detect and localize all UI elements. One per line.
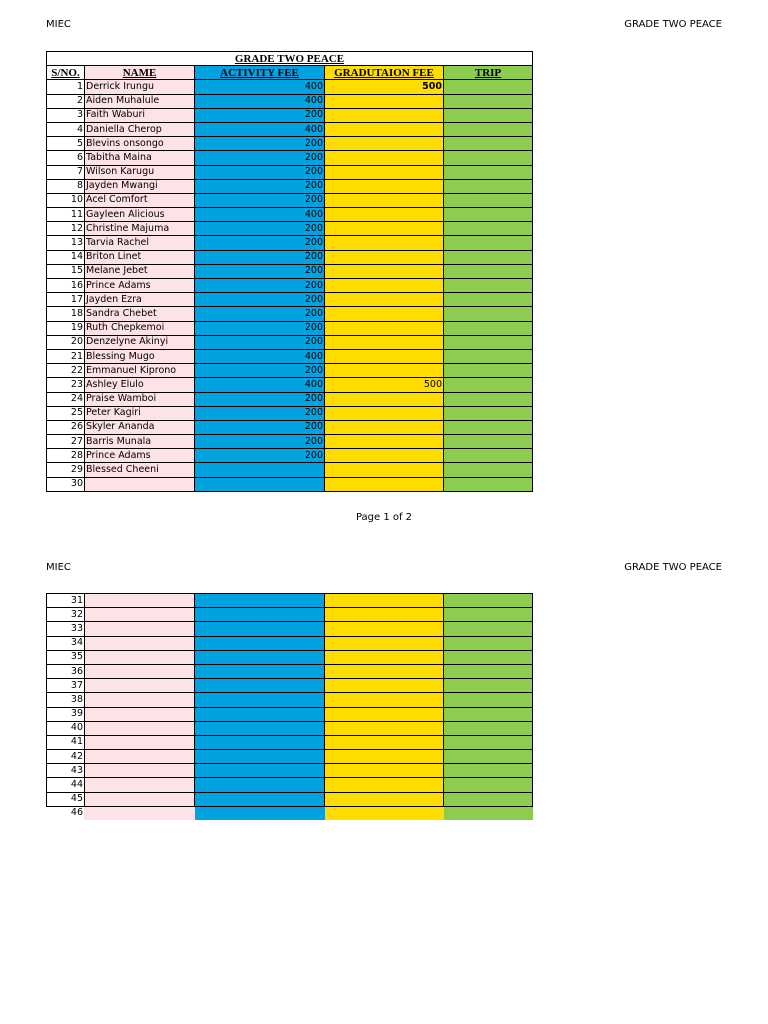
cell-activity-fee: 200 — [195, 179, 325, 193]
cell-trip — [444, 279, 533, 293]
cell-name — [85, 679, 195, 693]
cell-name — [85, 735, 195, 749]
table-row — [47, 778, 533, 792]
cell-sno: 5 — [47, 137, 85, 151]
cell-graduation-fee — [325, 293, 444, 307]
cell-sno: 35 — [47, 650, 85, 664]
fee-table-page1 — [46, 51, 533, 492]
cell-activity-fee — [195, 463, 325, 477]
table-row — [47, 806, 533, 820]
cell-name — [85, 622, 195, 636]
table-row — [47, 364, 533, 378]
cell-name: Gayleen Alicious — [85, 208, 195, 222]
header-right-page2: GRADE TWO PEACE — [624, 562, 722, 573]
cell-graduation-fee — [325, 392, 444, 406]
cell-trip — [444, 94, 533, 108]
cell-trip — [444, 165, 533, 179]
cell-graduation-fee — [325, 364, 444, 378]
table-row — [47, 208, 533, 222]
cell-sno: 25 — [47, 406, 85, 420]
cell-activity-fee: 200 — [195, 264, 325, 278]
table-row — [47, 264, 533, 278]
table-row — [47, 449, 533, 463]
cell-name: Melane Jebet — [85, 264, 195, 278]
table-row — [47, 608, 533, 622]
table-row — [47, 293, 533, 307]
cell-activity-fee: 200 — [195, 435, 325, 449]
cell-trip — [444, 193, 533, 207]
cell-trip — [444, 321, 533, 335]
cell-sno: 14 — [47, 250, 85, 264]
cell-name — [85, 750, 195, 764]
cell-name — [85, 778, 195, 792]
cell-sno: 6 — [47, 151, 85, 165]
cell-sno: 44 — [47, 778, 85, 792]
cell-sno: 21 — [47, 349, 85, 363]
cell-activity-fee — [195, 806, 325, 820]
table-row — [47, 750, 533, 764]
cell-graduation-fee — [325, 477, 444, 491]
cell-graduation-fee — [325, 608, 444, 622]
cell-activity-fee: 200 — [195, 222, 325, 236]
table-row — [47, 420, 533, 434]
cell-name — [85, 721, 195, 735]
cell-activity-fee — [195, 622, 325, 636]
cell-sno: 1 — [47, 80, 85, 94]
cell-activity-fee: 400 — [195, 378, 325, 392]
cell-name: Ashley Elulo — [85, 378, 195, 392]
cell-activity-fee: 200 — [195, 250, 325, 264]
cell-sno: 17 — [47, 293, 85, 307]
cell-trip — [444, 477, 533, 491]
table-row — [47, 122, 533, 136]
cell-trip — [444, 636, 533, 650]
cell-trip — [444, 364, 533, 378]
cell-sno: 15 — [47, 264, 85, 278]
table-row — [47, 321, 533, 335]
cell-graduation-fee — [325, 264, 444, 278]
cell-graduation-fee — [325, 449, 444, 463]
header-left-page2: MIEC — [46, 562, 71, 573]
cell-activity-fee — [195, 707, 325, 721]
cell-trip — [444, 735, 533, 749]
cell-name: Derrick Irungu — [85, 80, 195, 94]
cell-name: Blessed Cheeni — [85, 463, 195, 477]
cell-name: Skyler Ananda — [85, 420, 195, 434]
cell-activity-fee — [195, 636, 325, 650]
cell-sno: 2 — [47, 94, 85, 108]
cell-name: Barris Munala — [85, 435, 195, 449]
cell-sno: 34 — [47, 636, 85, 650]
cell-trip — [444, 335, 533, 349]
cell-activity-fee: 200 — [195, 137, 325, 151]
cell-activity-fee: 200 — [195, 193, 325, 207]
table-row — [47, 764, 533, 778]
cell-trip — [444, 792, 533, 806]
table-row — [47, 477, 533, 491]
table-row — [47, 250, 533, 264]
cell-activity-fee — [195, 477, 325, 491]
cell-trip — [444, 151, 533, 165]
cell-sno: 18 — [47, 307, 85, 321]
table-row — [47, 222, 533, 236]
cell-sno: 4 — [47, 122, 85, 136]
cell-graduation-fee — [325, 179, 444, 193]
cell-trip — [444, 137, 533, 151]
cell-activity-fee: 400 — [195, 80, 325, 94]
cell-trip — [444, 208, 533, 222]
table-row — [47, 693, 533, 707]
cell-sno: 37 — [47, 679, 85, 693]
cell-name — [85, 806, 195, 820]
table-row — [47, 335, 533, 349]
cell-trip — [444, 378, 533, 392]
cell-sno: 13 — [47, 236, 85, 250]
table-row — [47, 463, 533, 477]
cell-trip — [444, 80, 533, 94]
cell-activity-fee: 200 — [195, 236, 325, 250]
cell-name: Jayden Mwangi — [85, 179, 195, 193]
cell-trip — [444, 594, 533, 608]
cell-sno: 8 — [47, 179, 85, 193]
cell-activity-fee — [195, 750, 325, 764]
table-title-row — [47, 52, 533, 66]
cell-graduation-fee — [325, 406, 444, 420]
cell-name: Daniella Cherop — [85, 122, 195, 136]
cell-graduation-fee — [325, 349, 444, 363]
cell-sno: 42 — [47, 750, 85, 764]
cell-trip — [444, 435, 533, 449]
fee-table-page2 — [46, 593, 533, 820]
cell-trip — [444, 236, 533, 250]
cell-name: Sandra Chebet — [85, 307, 195, 321]
table-row — [47, 94, 533, 108]
cell-trip — [444, 392, 533, 406]
cell-graduation-fee — [325, 594, 444, 608]
cell-sno: 43 — [47, 764, 85, 778]
cell-trip — [444, 806, 533, 820]
table-row — [47, 378, 533, 392]
cell-sno: 46 — [47, 806, 85, 820]
column-header-name: NAME — [85, 66, 195, 80]
cell-graduation-fee — [325, 236, 444, 250]
cell-name: Tarvia Rachel — [85, 236, 195, 250]
cell-activity-fee: 200 — [195, 449, 325, 463]
cell-name: Acel Comfort — [85, 193, 195, 207]
cell-name — [85, 650, 195, 664]
cell-name: Emmanuel Kiprono — [85, 364, 195, 378]
cell-sno: 7 — [47, 165, 85, 179]
table-row — [47, 792, 533, 806]
table-row — [47, 108, 533, 122]
cell-name — [85, 477, 195, 491]
cell-trip — [444, 250, 533, 264]
cell-graduation-fee — [325, 307, 444, 321]
table-row — [47, 735, 533, 749]
cell-trip — [444, 778, 533, 792]
table-row — [47, 435, 533, 449]
table-row — [47, 594, 533, 608]
cell-graduation-fee — [325, 636, 444, 650]
cell-activity-fee: 200 — [195, 165, 325, 179]
cell-graduation-fee — [325, 94, 444, 108]
header-left-page1: MIEC — [46, 19, 71, 30]
cell-sno: 16 — [47, 279, 85, 293]
cell-graduation-fee — [325, 435, 444, 449]
cell-sno: 19 — [47, 321, 85, 335]
cell-name: Prince Adams — [85, 279, 195, 293]
cell-activity-fee: 200 — [195, 151, 325, 165]
cell-sno: 30 — [47, 477, 85, 491]
table-row — [47, 707, 533, 721]
cell-name: Briton Linet — [85, 250, 195, 264]
table-row — [47, 406, 533, 420]
cell-graduation-fee — [325, 707, 444, 721]
cell-sno: 12 — [47, 222, 85, 236]
cell-name — [85, 608, 195, 622]
cell-sno: 38 — [47, 693, 85, 707]
table-row — [47, 80, 533, 94]
cell-activity-fee — [195, 778, 325, 792]
cell-sno: 28 — [47, 449, 85, 463]
table-row — [47, 636, 533, 650]
cell-trip — [444, 707, 533, 721]
cell-name — [85, 594, 195, 608]
column-header-graduation-fee: GRADUTAION FEE — [325, 66, 444, 80]
cell-activity-fee — [195, 721, 325, 735]
column-header-trip: TRIP — [444, 66, 533, 80]
cell-trip — [444, 622, 533, 636]
cell-sno: 31 — [47, 594, 85, 608]
cell-name: Faith Waburi — [85, 108, 195, 122]
cell-graduation-fee — [325, 721, 444, 735]
cell-sno: 20 — [47, 335, 85, 349]
cell-name: Peter Kagiri — [85, 406, 195, 420]
table-row — [47, 664, 533, 678]
cell-name: Blessing Mugo — [85, 349, 195, 363]
cell-name: Prince Adams — [85, 449, 195, 463]
cell-sno: 23 — [47, 378, 85, 392]
cell-graduation-fee — [325, 792, 444, 806]
cell-activity-fee: 400 — [195, 94, 325, 108]
cell-trip — [444, 406, 533, 420]
column-header-sno: S/NO. — [47, 66, 85, 80]
cell-activity-fee: 200 — [195, 293, 325, 307]
cell-graduation-fee — [325, 650, 444, 664]
cell-name — [85, 693, 195, 707]
cell-activity-fee: 400 — [195, 208, 325, 222]
cell-name: Praise Wamboi — [85, 392, 195, 406]
table-title: GRADE TWO PEACE — [47, 52, 533, 66]
cell-sno: 45 — [47, 792, 85, 806]
cell-graduation-fee — [325, 664, 444, 678]
cell-name — [85, 664, 195, 678]
cell-sno: 27 — [47, 435, 85, 449]
cell-graduation-fee — [325, 679, 444, 693]
cell-sno: 24 — [47, 392, 85, 406]
cell-activity-fee: 200 — [195, 279, 325, 293]
cell-sno: 41 — [47, 735, 85, 749]
table-row — [47, 193, 533, 207]
cell-graduation-fee — [325, 165, 444, 179]
cell-name: Christine Majuma — [85, 222, 195, 236]
cell-trip — [444, 693, 533, 707]
cell-graduation-fee — [325, 279, 444, 293]
cell-graduation-fee — [325, 463, 444, 477]
table-row — [47, 650, 533, 664]
cell-name: Aiden Muhalule — [85, 94, 195, 108]
cell-graduation-fee: 500 — [325, 378, 444, 392]
cell-trip — [444, 664, 533, 678]
cell-name: Jayden Ezra — [85, 293, 195, 307]
cell-activity-fee — [195, 792, 325, 806]
cell-activity-fee: 200 — [195, 406, 325, 420]
cell-sno: 33 — [47, 622, 85, 636]
cell-graduation-fee — [325, 208, 444, 222]
cell-graduation-fee — [325, 151, 444, 165]
table-row — [47, 236, 533, 250]
cell-trip — [444, 764, 533, 778]
cell-name: Denzelyne Akinyi — [85, 335, 195, 349]
cell-trip — [444, 122, 533, 136]
page-footer: Page 1 of 2 — [355, 512, 413, 523]
cell-name — [85, 764, 195, 778]
table-row — [47, 279, 533, 293]
cell-activity-fee: 200 — [195, 364, 325, 378]
cell-graduation-fee — [325, 321, 444, 335]
cell-graduation-fee — [325, 222, 444, 236]
table-row — [47, 679, 533, 693]
cell-sno: 40 — [47, 721, 85, 735]
cell-name: Wilson Karugu — [85, 165, 195, 179]
cell-trip — [444, 179, 533, 193]
cell-activity-fee — [195, 735, 325, 749]
cell-name — [85, 792, 195, 806]
cell-trip — [444, 222, 533, 236]
cell-trip — [444, 420, 533, 434]
table-row — [47, 392, 533, 406]
cell-activity-fee — [195, 608, 325, 622]
cell-graduation-fee: 500 — [325, 80, 444, 94]
cell-trip — [444, 293, 533, 307]
cell-activity-fee: 200 — [195, 307, 325, 321]
cell-activity-fee — [195, 764, 325, 778]
cell-graduation-fee — [325, 193, 444, 207]
cell-trip — [444, 307, 533, 321]
cell-sno: 39 — [47, 707, 85, 721]
cell-activity-fee: 200 — [195, 335, 325, 349]
cell-trip — [444, 721, 533, 735]
table-row — [47, 151, 533, 165]
cell-trip — [444, 650, 533, 664]
table-row — [47, 721, 533, 735]
cell-activity-fee: 400 — [195, 349, 325, 363]
table-row — [47, 622, 533, 636]
cell-activity-fee: 400 — [195, 122, 325, 136]
header-right-page1: GRADE TWO PEACE — [624, 19, 722, 30]
cell-activity-fee: 200 — [195, 392, 325, 406]
cell-activity-fee: 200 — [195, 420, 325, 434]
cell-graduation-fee — [325, 108, 444, 122]
cell-graduation-fee — [325, 622, 444, 636]
cell-activity-fee — [195, 594, 325, 608]
cell-trip — [444, 750, 533, 764]
cell-graduation-fee — [325, 693, 444, 707]
cell-trip — [444, 264, 533, 278]
table-row — [47, 179, 533, 193]
table-row — [47, 137, 533, 151]
cell-trip — [444, 349, 533, 363]
cell-activity-fee: 200 — [195, 108, 325, 122]
column-header-activity-fee: ACTIVITY FEE — [195, 66, 325, 80]
cell-name: Tabitha Maina — [85, 151, 195, 165]
cell-activity-fee — [195, 650, 325, 664]
cell-sno: 22 — [47, 364, 85, 378]
cell-trip — [444, 679, 533, 693]
cell-graduation-fee — [325, 137, 444, 151]
cell-activity-fee — [195, 693, 325, 707]
cell-sno: 11 — [47, 208, 85, 222]
cell-activity-fee: 200 — [195, 321, 325, 335]
cell-trip — [444, 449, 533, 463]
cell-graduation-fee — [325, 122, 444, 136]
cell-name: Ruth Chepkemoi — [85, 321, 195, 335]
cell-graduation-fee — [325, 778, 444, 792]
table-row — [47, 307, 533, 321]
cell-sno: 32 — [47, 608, 85, 622]
cell-graduation-fee — [325, 250, 444, 264]
cell-graduation-fee — [325, 335, 444, 349]
cell-name: Blevins onsongo — [85, 137, 195, 151]
cell-sno: 10 — [47, 193, 85, 207]
cell-name — [85, 707, 195, 721]
cell-name — [85, 636, 195, 650]
cell-graduation-fee — [325, 750, 444, 764]
cell-sno: 29 — [47, 463, 85, 477]
column-header-row — [47, 66, 533, 80]
cell-activity-fee — [195, 679, 325, 693]
cell-trip — [444, 608, 533, 622]
cell-graduation-fee — [325, 420, 444, 434]
cell-graduation-fee — [325, 735, 444, 749]
cell-graduation-fee — [325, 806, 444, 820]
cell-sno: 26 — [47, 420, 85, 434]
cell-graduation-fee — [325, 764, 444, 778]
cell-trip — [444, 463, 533, 477]
cell-trip — [444, 108, 533, 122]
cell-sno: 3 — [47, 108, 85, 122]
table-row — [47, 349, 533, 363]
table-row — [47, 165, 533, 179]
cell-activity-fee — [195, 664, 325, 678]
cell-sno: 36 — [47, 664, 85, 678]
